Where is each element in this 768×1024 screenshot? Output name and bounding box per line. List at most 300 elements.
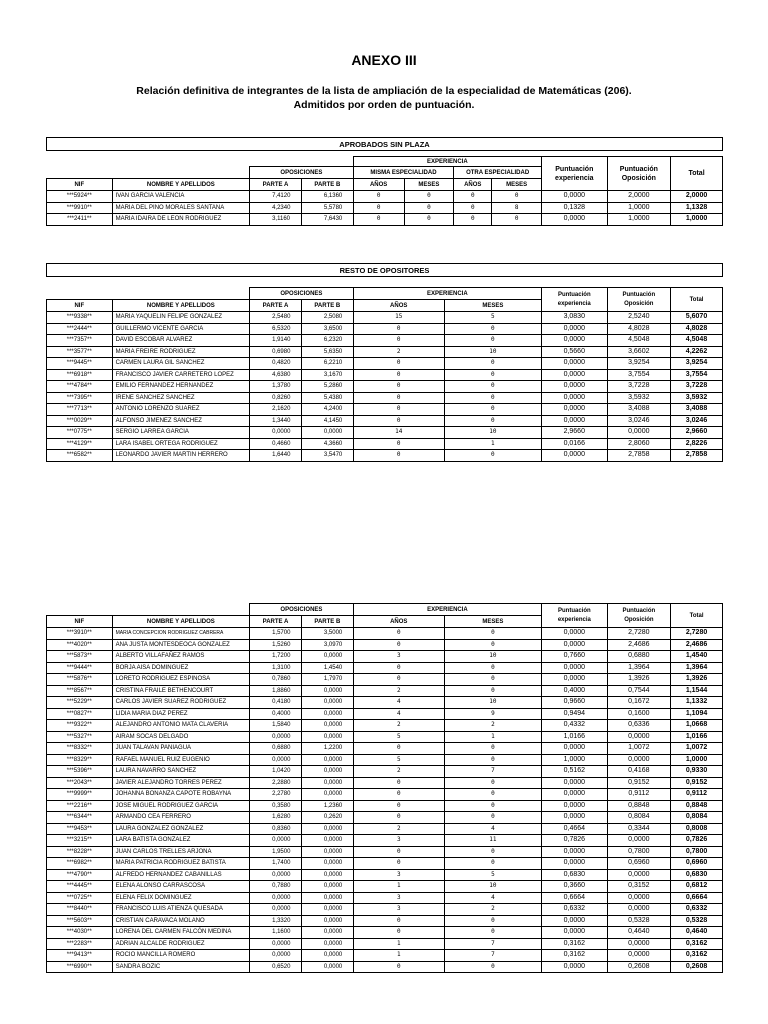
header-total: Total bbox=[671, 604, 723, 628]
nif-cell: ***3910** bbox=[47, 628, 113, 640]
total-cell: 3,5932 bbox=[671, 392, 723, 404]
name-cell: LORENA DEL CARMEN FALCÓN MEDINA bbox=[112, 927, 250, 939]
parte-b-cell: 0,0000 bbox=[301, 915, 353, 927]
anos-cell: 15 bbox=[353, 312, 444, 324]
parte-b-cell: 6,2210 bbox=[301, 358, 353, 370]
resto-opositores-table bbox=[46, 263, 723, 462]
puntuacion-experiencia-cell: 0,6830 bbox=[542, 869, 608, 881]
puntuacion-oposicion-cell: 0,0000 bbox=[607, 950, 670, 962]
name-cell: JOHANNA BONANZA CAPOTE ROBAYNA bbox=[112, 789, 250, 801]
puntuacion-oposicion-cell: 0,0000 bbox=[607, 835, 670, 847]
header-anos: AÑOS bbox=[353, 616, 444, 628]
nif-cell: ***4784** bbox=[47, 381, 113, 393]
anos-cell: 0 bbox=[353, 381, 444, 393]
total-cell: 2,7858 bbox=[671, 450, 723, 462]
parte-a-cell: 0,7880 bbox=[250, 881, 302, 893]
anos-misma-cell: 0 bbox=[353, 202, 404, 214]
anos-cell: 5 bbox=[353, 754, 444, 766]
puntuacion-oposicion-cell: 3,6602 bbox=[607, 346, 670, 358]
name-cell: ELENA FELIX DOMINGUEZ bbox=[112, 892, 250, 904]
puntuacion-experiencia-cell: 0,4332 bbox=[542, 720, 608, 732]
table-row bbox=[47, 777, 723, 789]
puntuacion-oposicion-cell: 0,7800 bbox=[607, 846, 670, 858]
table-row bbox=[47, 323, 723, 335]
total-cell: 0,7826 bbox=[671, 835, 723, 847]
name-cell: MARIA CONCEPCION RODRIGUEZ CABRERA bbox=[112, 628, 250, 640]
anos-cell: 0 bbox=[353, 392, 444, 404]
parte-a-cell: 1,6280 bbox=[250, 812, 302, 824]
table-row bbox=[47, 823, 723, 835]
anos-cell: 0 bbox=[353, 777, 444, 789]
puntuacion-oposicion-cell: 0,4168 bbox=[607, 766, 670, 778]
meses-cell: 7 bbox=[444, 938, 541, 950]
parte-a-cell: 1,3320 bbox=[250, 915, 302, 927]
header-anos-misma: AÑOS bbox=[353, 179, 404, 191]
nif-cell: ***0029** bbox=[47, 415, 113, 427]
puntuacion-experiencia-cell: 0,3162 bbox=[542, 938, 608, 950]
parte-a-cell: 6,5320 bbox=[250, 323, 302, 335]
parte-a-cell: 0,0000 bbox=[250, 427, 302, 439]
anos-cell: 3 bbox=[353, 835, 444, 847]
header-experiencia: EXPERIENCIA bbox=[353, 604, 541, 616]
nif-cell: ***9338** bbox=[47, 312, 113, 324]
anos-cell: 4 bbox=[353, 697, 444, 709]
puntuacion-oposicion-cell: 0,1600 bbox=[607, 708, 670, 720]
parte-b-cell: 0,0000 bbox=[301, 881, 353, 893]
puntuacion-experiencia-cell: 0,0000 bbox=[542, 674, 608, 686]
puntuacion-oposicion-cell: 3,7554 bbox=[607, 369, 670, 381]
name-cell: FRANCISCO LUIS ATIENZA QUESADA bbox=[112, 904, 250, 916]
puntuacion-experiencia-cell: 0,9660 bbox=[542, 697, 608, 709]
meses-cell: 0 bbox=[444, 335, 541, 347]
meses-cell: 10 bbox=[444, 651, 541, 663]
resto-opositores-continuation-table bbox=[46, 603, 723, 973]
parte-b-cell: 1,7970 bbox=[301, 674, 353, 686]
parte-a-cell: 1,8860 bbox=[250, 685, 302, 697]
total-cell: 1,1544 bbox=[671, 685, 723, 697]
total-cell: 0,9112 bbox=[671, 789, 723, 801]
total-cell: 0,8008 bbox=[671, 823, 723, 835]
header-parte-a: PARTE A bbox=[250, 179, 302, 191]
anos-cell: 0 bbox=[353, 358, 444, 370]
total-cell: 2,9660 bbox=[671, 427, 723, 439]
parte-b-cell: 0,0000 bbox=[301, 427, 353, 439]
nif-cell: ***6918** bbox=[47, 369, 113, 381]
nif-cell: ***5924** bbox=[47, 191, 113, 203]
puntuacion-oposicion-cell: 0,0000 bbox=[607, 731, 670, 743]
parte-a-cell: 1,3100 bbox=[250, 662, 302, 674]
parte-b-cell: 1,2360 bbox=[301, 800, 353, 812]
puntuacion-oposicion-cell: 0,0000 bbox=[607, 938, 670, 950]
meses-cell: 7 bbox=[444, 766, 541, 778]
puntuacion-experiencia-cell: 0,7660 bbox=[542, 651, 608, 663]
header-total: Total bbox=[671, 288, 723, 312]
total-cell: 3,0246 bbox=[671, 415, 723, 427]
puntuacion-experiencia-cell: 0,0000 bbox=[542, 789, 608, 801]
parte-b-cell: 0,0000 bbox=[301, 892, 353, 904]
parte-a-cell: 0,8360 bbox=[250, 823, 302, 835]
name-cell: JAVIER ALEJANDRO TORRES PEREZ bbox=[112, 777, 250, 789]
meses-cell: 5 bbox=[444, 312, 541, 324]
anos-cell: 0 bbox=[353, 812, 444, 824]
puntuacion-oposicion-cell: 1,3964 bbox=[607, 662, 670, 674]
name-cell: LARA BATISTA GONZALEZ bbox=[112, 835, 250, 847]
parte-b-cell: 0,0000 bbox=[301, 823, 353, 835]
table-row bbox=[47, 708, 723, 720]
nif-cell: ***5396** bbox=[47, 766, 113, 778]
table-row bbox=[47, 915, 723, 927]
parte-b-cell: 3,1670 bbox=[301, 369, 353, 381]
name-cell: EMILIO FERNANDEZ HERNANDEZ bbox=[112, 381, 250, 393]
puntuacion-experiencia-cell: 0,0000 bbox=[542, 846, 608, 858]
puntuacion-oposicion-cell: 2,5240 bbox=[607, 312, 670, 324]
meses-cell: 10 bbox=[444, 427, 541, 439]
nif-cell: ***9444** bbox=[47, 662, 113, 674]
puntuacion-oposicion-cell: 2,0000 bbox=[607, 191, 670, 203]
total-cell: 0,6332 bbox=[671, 904, 723, 916]
anos-cell: 0 bbox=[353, 961, 444, 973]
nif-cell: ***7713** bbox=[47, 404, 113, 416]
nif-cell: ***3577** bbox=[47, 346, 113, 358]
header-puntuacion-oposicion: Puntuación Oposición bbox=[607, 288, 670, 312]
parte-b-cell: 4,3660 bbox=[301, 438, 353, 450]
header-nombre: NOMBRE Y APELLIDOS bbox=[112, 179, 250, 191]
parte-b-cell: 0,0000 bbox=[301, 685, 353, 697]
nif-cell: ***9445** bbox=[47, 358, 113, 370]
parte-a-cell: 0,6880 bbox=[250, 743, 302, 755]
puntuacion-oposicion-cell: 4,5048 bbox=[607, 335, 670, 347]
puntuacion-experiencia-cell: 1,0166 bbox=[542, 731, 608, 743]
meses-cell: 10 bbox=[444, 881, 541, 893]
table-row bbox=[47, 392, 723, 404]
parte-b-cell: 2,5080 bbox=[301, 312, 353, 324]
meses-cell: 4 bbox=[444, 892, 541, 904]
table-row bbox=[47, 961, 723, 973]
table-row bbox=[47, 754, 723, 766]
parte-b-cell: 1,2200 bbox=[301, 743, 353, 755]
name-cell: JUAN CARLOS TRELLES ARJONA bbox=[112, 846, 250, 858]
parte-a-cell: 1,7400 bbox=[250, 858, 302, 870]
nif-cell: ***3215** bbox=[47, 835, 113, 847]
section-title: RESTO DE OPOSITORES bbox=[47, 264, 723, 277]
total-cell: 1,3964 bbox=[671, 662, 723, 674]
table-row bbox=[47, 835, 723, 847]
table-row bbox=[47, 904, 723, 916]
header-oposiciones: OPOSICIONES bbox=[250, 604, 354, 616]
header-experiencia: EXPERIENCIA bbox=[353, 157, 541, 167]
meses-otra-cell: 0 bbox=[492, 214, 542, 226]
total-cell: 0,7800 bbox=[671, 846, 723, 858]
total-cell: 0,4640 bbox=[671, 927, 723, 939]
total-cell: 0,6664 bbox=[671, 892, 723, 904]
anos-cell: 0 bbox=[353, 662, 444, 674]
puntuacion-oposicion-cell: 0,0000 bbox=[607, 904, 670, 916]
anos-cell: 0 bbox=[353, 404, 444, 416]
meses-cell: 7 bbox=[444, 950, 541, 962]
meses-cell: 0 bbox=[444, 628, 541, 640]
meses-cell: 0 bbox=[444, 381, 541, 393]
name-cell: LAURA GONZALEZ GONZALEZ bbox=[112, 823, 250, 835]
anos-cell: 3 bbox=[353, 892, 444, 904]
parte-b-cell: 0,0000 bbox=[301, 950, 353, 962]
meses-cell: 0 bbox=[444, 639, 541, 651]
nif-cell: ***7357** bbox=[47, 335, 113, 347]
parte-b-cell: 0,0000 bbox=[301, 927, 353, 939]
total-cell: 2,7280 bbox=[671, 628, 723, 640]
nif-cell: ***4020** bbox=[47, 639, 113, 651]
table-row bbox=[47, 369, 723, 381]
table-row bbox=[47, 766, 723, 778]
puntuacion-oposicion-cell: 0,9112 bbox=[607, 789, 670, 801]
parte-a-cell: 7,4120 bbox=[250, 191, 302, 203]
nif-cell: ***4129** bbox=[47, 438, 113, 450]
table-row bbox=[47, 404, 723, 416]
parte-a-cell: 1,3440 bbox=[250, 415, 302, 427]
header-anos-otra: AÑOS bbox=[454, 179, 492, 191]
nif-cell: ***2411** bbox=[47, 214, 113, 226]
total-cell: 0,3162 bbox=[671, 950, 723, 962]
name-cell: LIDIA MARIA DIAZ PEREZ bbox=[112, 708, 250, 720]
puntuacion-oposicion-cell: 1,0072 bbox=[607, 743, 670, 755]
parte-b-cell: 4,2400 bbox=[301, 404, 353, 416]
parte-a-cell: 0,0000 bbox=[250, 869, 302, 881]
puntuacion-experiencia-cell: 0,0000 bbox=[541, 450, 607, 462]
parte-b-cell: 0,0000 bbox=[301, 869, 353, 881]
nif-cell: ***4445** bbox=[47, 881, 113, 893]
table-row bbox=[47, 869, 723, 881]
nif-cell: ***2283** bbox=[47, 938, 113, 950]
parte-a-cell: 0,4180 bbox=[250, 697, 302, 709]
total-cell: 1,0668 bbox=[671, 720, 723, 732]
puntuacion-experiencia-cell: 0,0000 bbox=[542, 743, 608, 755]
parte-b-cell: 0,0000 bbox=[301, 835, 353, 847]
puntuacion-oposicion-cell: 3,7228 bbox=[607, 381, 670, 393]
total-cell: 1,0000 bbox=[671, 214, 723, 226]
table-row bbox=[47, 202, 723, 214]
name-cell: ANTONIO LORENZO SUAREZ bbox=[112, 404, 250, 416]
anos-cell: 0 bbox=[353, 369, 444, 381]
header-parte-b: PARTE B bbox=[301, 300, 353, 312]
parte-a-cell: 0,7860 bbox=[250, 674, 302, 686]
table-row bbox=[47, 358, 723, 370]
anos-cell: 5 bbox=[353, 731, 444, 743]
name-cell: MARIA FREIRE RODRIGUEZ bbox=[112, 346, 250, 358]
puntuacion-oposicion-cell: 3,0246 bbox=[607, 415, 670, 427]
meses-cell: 0 bbox=[444, 915, 541, 927]
meses-otra-cell: 8 bbox=[492, 202, 542, 214]
parte-b-cell: 0,0000 bbox=[301, 697, 353, 709]
parte-a-cell: 1,5840 bbox=[250, 720, 302, 732]
meses-cell: 0 bbox=[444, 358, 541, 370]
parte-a-cell: 0,4000 bbox=[250, 708, 302, 720]
puntuacion-oposicion-cell: 0,2608 bbox=[607, 961, 670, 973]
table-row bbox=[47, 800, 723, 812]
parte-b-cell: 3,0970 bbox=[301, 639, 353, 651]
meses-cell: 0 bbox=[444, 369, 541, 381]
table-row bbox=[47, 346, 723, 358]
name-cell: MARIA YAQUELIN FELIPE GONZALEZ bbox=[112, 312, 250, 324]
puntuacion-experiencia-cell: 0,0000 bbox=[542, 214, 608, 226]
anos-misma-cell: 0 bbox=[353, 214, 404, 226]
puntuacion-oposicion-cell: 3,5932 bbox=[607, 392, 670, 404]
name-cell: LARA ISABEL ORTEGA RODRIGUEZ bbox=[112, 438, 250, 450]
nif-cell: ***2216** bbox=[47, 800, 113, 812]
name-cell: ROCIO MANCILLA ROMERO bbox=[112, 950, 250, 962]
anos-cell: 4 bbox=[353, 708, 444, 720]
puntuacion-oposicion-cell: 2,8060 bbox=[607, 438, 670, 450]
meses-cell: 0 bbox=[444, 858, 541, 870]
header-parte-b: PARTE B bbox=[301, 179, 353, 191]
anos-cell: 0 bbox=[353, 628, 444, 640]
anos-otra-cell: 0 bbox=[454, 214, 492, 226]
header-meses: MESES bbox=[444, 616, 541, 628]
header-puntuacion-experiencia: Puntuación experiencia bbox=[542, 604, 608, 628]
meses-cell: 5 bbox=[444, 869, 541, 881]
parte-b-cell: 0,0000 bbox=[301, 754, 353, 766]
name-cell: BORJA AISA DOMINGUEZ bbox=[112, 662, 250, 674]
puntuacion-oposicion-cell: 0,0000 bbox=[607, 754, 670, 766]
name-cell: CARLOS JAVIER SUAREZ RODRIGUEZ bbox=[112, 697, 250, 709]
name-cell: MARIA DEL PINO MORALES SANTANA bbox=[112, 202, 250, 214]
meses-cell: 0 bbox=[444, 800, 541, 812]
meses-cell: 0 bbox=[444, 674, 541, 686]
table-row bbox=[47, 789, 723, 801]
puntuacion-oposicion-cell: 0,6336 bbox=[607, 720, 670, 732]
puntuacion-experiencia-cell: 0,0000 bbox=[542, 915, 608, 927]
parte-a-cell: 0,4660 bbox=[250, 438, 302, 450]
nif-cell: ***9453** bbox=[47, 823, 113, 835]
table-row bbox=[47, 881, 723, 893]
puntuacion-oposicion-cell: 0,0000 bbox=[607, 427, 670, 439]
nif-cell: ***8567** bbox=[47, 685, 113, 697]
aprobados-sin-plaza-table bbox=[46, 137, 723, 226]
puntuacion-oposicion-cell: 0,0000 bbox=[607, 892, 670, 904]
parte-b-cell: 0,0000 bbox=[301, 789, 353, 801]
puntuacion-experiencia-cell: 0,3660 bbox=[542, 881, 608, 893]
puntuacion-experiencia-cell: 0,6332 bbox=[542, 904, 608, 916]
name-cell: LEONARDO JAVIER MARTIN HERRERO bbox=[112, 450, 250, 462]
nif-cell: ***4030** bbox=[47, 927, 113, 939]
puntuacion-experiencia-cell: 0,0000 bbox=[542, 191, 608, 203]
parte-b-cell: 0,2620 bbox=[301, 812, 353, 824]
parte-b-cell: 0,0000 bbox=[301, 858, 353, 870]
name-cell: RAFAEL MANUEL RUIZ EUGENIO bbox=[112, 754, 250, 766]
parte-b-cell: 0,0000 bbox=[301, 904, 353, 916]
puntuacion-experiencia-cell: 0,0000 bbox=[541, 369, 607, 381]
parte-b-cell: 0,0000 bbox=[301, 731, 353, 743]
anos-cell: 2 bbox=[353, 685, 444, 697]
nif-cell: ***9413** bbox=[47, 950, 113, 962]
name-cell: ADRIAN ALCALDE RODRIGUEZ bbox=[112, 938, 250, 950]
header-parte-a: PARTE A bbox=[250, 616, 302, 628]
puntuacion-experiencia-cell: 0,0000 bbox=[541, 358, 607, 370]
nif-cell: ***5229** bbox=[47, 697, 113, 709]
name-cell: ALFREDO HERNANDEZ CABANILLAS bbox=[112, 869, 250, 881]
name-cell: CARMEN LAURA GIL SANCHEZ bbox=[112, 358, 250, 370]
puntuacion-experiencia-cell: 0,0000 bbox=[541, 381, 607, 393]
meses-misma-cell: 0 bbox=[404, 202, 454, 214]
anos-cell: 2 bbox=[353, 766, 444, 778]
puntuacion-experiencia-cell: 0,0000 bbox=[542, 800, 608, 812]
table-row bbox=[47, 674, 723, 686]
meses-misma-cell: 0 bbox=[404, 214, 454, 226]
puntuacion-experiencia-cell: 0,4000 bbox=[542, 685, 608, 697]
puntuacion-experiencia-cell: 0,0000 bbox=[541, 335, 607, 347]
header-nombre: NOMBRE Y APELLIDOS bbox=[112, 300, 250, 312]
header-nif: NIF bbox=[47, 179, 113, 191]
parte-b-cell: 0,0000 bbox=[301, 846, 353, 858]
table-row bbox=[47, 639, 723, 651]
puntuacion-experiencia-cell: 0,0000 bbox=[542, 628, 608, 640]
meses-cell: 0 bbox=[444, 392, 541, 404]
table-row bbox=[47, 892, 723, 904]
name-cell: JOSE MIGUEL RODRIGUEZ GARCIA bbox=[112, 800, 250, 812]
parte-a-cell: 4,2340 bbox=[250, 202, 302, 214]
puntuacion-experiencia-cell: 0,5162 bbox=[542, 766, 608, 778]
puntuacion-oposicion-cell: 0,0000 bbox=[607, 869, 670, 881]
puntuacion-experiencia-cell: 0,0000 bbox=[542, 777, 608, 789]
total-cell: 0,9330 bbox=[671, 766, 723, 778]
meses-cell: 0 bbox=[444, 323, 541, 335]
meses-cell: 0 bbox=[444, 961, 541, 973]
puntuacion-experiencia-cell: 0,9494 bbox=[542, 708, 608, 720]
table-row bbox=[47, 938, 723, 950]
puntuacion-oposicion-cell: 1,0000 bbox=[607, 202, 670, 214]
nif-cell: ***6344** bbox=[47, 812, 113, 824]
anos-cell: 0 bbox=[353, 415, 444, 427]
parte-a-cell: 0,0000 bbox=[250, 892, 302, 904]
header-puntuacion-experiencia: Puntuación experiencia bbox=[541, 288, 607, 312]
header-misma-especialidad: MISMA ESPECIALIDAD bbox=[353, 167, 453, 179]
name-cell: FRANCISCO JAVIER CARRETERO LOPEZ bbox=[112, 369, 250, 381]
name-cell: IRENE SANCHEZ SANCHEZ bbox=[112, 392, 250, 404]
nif-cell: ***6982** bbox=[47, 858, 113, 870]
parte-b-cell: 0,0000 bbox=[301, 720, 353, 732]
parte-a-cell: 1,3780 bbox=[250, 381, 302, 393]
parte-a-cell: 0,0000 bbox=[250, 754, 302, 766]
total-cell: 0,3162 bbox=[671, 938, 723, 950]
anos-cell: 14 bbox=[353, 427, 444, 439]
meses-cell: 0 bbox=[444, 789, 541, 801]
parte-b-cell: 0,0000 bbox=[301, 766, 353, 778]
nif-cell: ***9910** bbox=[47, 202, 113, 214]
puntuacion-oposicion-cell: 0,3152 bbox=[607, 881, 670, 893]
meses-cell: 0 bbox=[444, 777, 541, 789]
puntuacion-experiencia-cell: 0,3162 bbox=[542, 950, 608, 962]
puntuacion-experiencia-cell: 0,0000 bbox=[541, 404, 607, 416]
anos-misma-cell: 0 bbox=[353, 191, 404, 203]
parte-b-cell: 6,1360 bbox=[301, 191, 353, 203]
table-row bbox=[47, 685, 723, 697]
meses-cell: 0 bbox=[444, 927, 541, 939]
nif-cell: ***8329** bbox=[47, 754, 113, 766]
nif-cell: ***4790** bbox=[47, 869, 113, 881]
header-total: Total bbox=[671, 157, 723, 191]
puntuacion-experiencia-cell: 0,7826 bbox=[542, 835, 608, 847]
puntuacion-oposicion-cell: 3,4088 bbox=[607, 404, 670, 416]
total-cell: 3,4088 bbox=[671, 404, 723, 416]
nif-cell: ***2043** bbox=[47, 777, 113, 789]
table-row bbox=[47, 438, 723, 450]
nif-cell: ***5327** bbox=[47, 731, 113, 743]
puntuacion-oposicion-cell: 0,8084 bbox=[607, 812, 670, 824]
table-row bbox=[47, 720, 723, 732]
nif-cell: ***5873** bbox=[47, 651, 113, 663]
parte-b-cell: 5,6350 bbox=[301, 346, 353, 358]
parte-a-cell: 1,0420 bbox=[250, 766, 302, 778]
header-experiencia: EXPERIENCIA bbox=[353, 288, 541, 300]
nif-cell: ***7395** bbox=[47, 392, 113, 404]
